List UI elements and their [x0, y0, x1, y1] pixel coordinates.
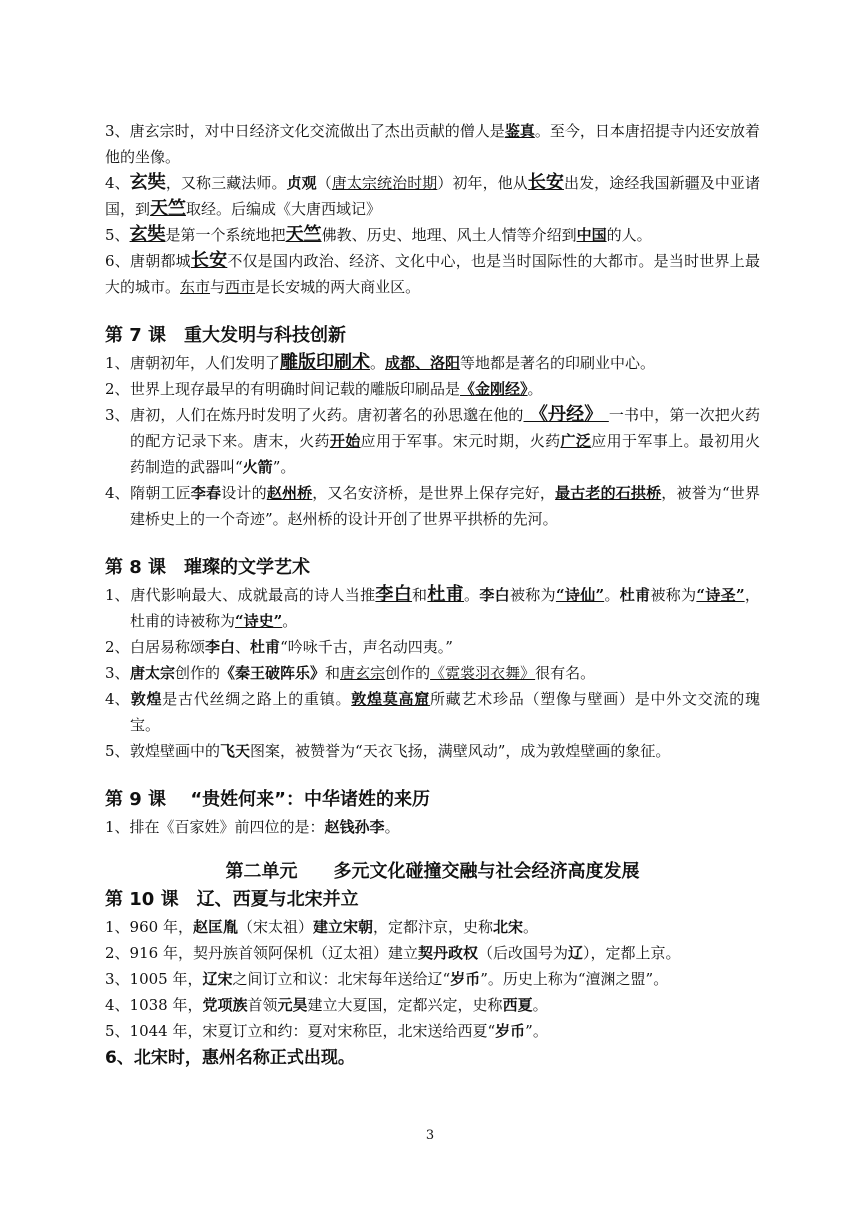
keyword: 广泛 [560, 432, 592, 450]
keyword: 东市 [180, 278, 211, 296]
keyword: 开始 [329, 432, 361, 450]
lesson-10-item-2 [105, 940, 760, 966]
keyword: 《金刚经》 [460, 380, 528, 398]
text: 被称为 [509, 586, 556, 604]
keyword: 鉴真 [504, 122, 535, 140]
text: ，又名安济桥，是世界上保存完好， [312, 484, 556, 502]
text: 5、1044 年，宋夏订立和约：夏对宋称臣，北宋送给西夏“ [105, 1022, 496, 1040]
item-number: 4、 [105, 484, 130, 502]
keyword: 西市 [225, 278, 256, 296]
item-6-changan [105, 248, 760, 300]
text: 。 [464, 586, 480, 604]
keyword: 建立宋朝 [312, 918, 373, 936]
text: 敦煌壁画中的 [130, 742, 221, 760]
keyword: 元昊 [277, 996, 308, 1014]
keyword: 唐玄宗 [340, 664, 386, 682]
text: 5、 [105, 226, 130, 244]
keyword: 火箭 [242, 458, 273, 476]
keyword: 杜甫 [250, 638, 281, 656]
text: （后改国号为 [477, 944, 568, 962]
item-number: 2、 [105, 638, 130, 656]
text: “吟咏千古，声名动四夷。” [280, 638, 453, 656]
keyword: 长安 [190, 250, 228, 271]
text: ，杜甫的诗被称为 [130, 586, 760, 630]
text: 不仅是国内政治、经济、文化中心，也是当时国际性的大都市。是当时世界上最大的城市。 [105, 252, 761, 296]
lesson-10-item-5 [105, 1018, 760, 1044]
keyword: “诗仙” [555, 586, 605, 604]
lesson-8-item-3 [105, 660, 760, 686]
keyword: 贞观 [286, 174, 317, 192]
text: 的人。 [606, 226, 652, 244]
item-number: 2、 [105, 380, 130, 398]
keyword: 唐太宗统治时期 [331, 174, 438, 192]
text: 很有名。 [535, 664, 596, 682]
keyword: 天竺 [150, 198, 187, 219]
lesson-7-title: 第 7 课 重大发明与科技创新 [105, 325, 347, 346]
keyword: 赵钱孙李 [324, 818, 385, 836]
text: 6、唐朝都城 [105, 252, 191, 270]
keyword: 赵匡胤 [192, 918, 238, 936]
lesson-7-item-1 [105, 350, 760, 376]
item-number: 5、 [105, 742, 130, 760]
text: ”。 [272, 458, 296, 476]
text: 。 [384, 818, 400, 836]
unit-2-title: 第二单元 多元文化碰撞交融与社会经济高度发展 [225, 861, 640, 882]
lesson-10-title: 第 10 课 辽、西夏与北宋并立 [105, 889, 359, 910]
keyword: 李春 [190, 484, 222, 502]
keyword: 岁币 [495, 1022, 526, 1040]
keyword: 《霓裳羽衣舞》 [430, 664, 536, 682]
text: 创作的 [385, 664, 431, 682]
text: 创作的 [175, 664, 221, 682]
keyword: 辽 [567, 944, 583, 962]
text: 和 [325, 664, 341, 682]
text: 唐朝初年，人们发明了 [130, 354, 281, 372]
lesson-8-item-2 [105, 634, 760, 660]
text: 。 [282, 612, 298, 630]
item-number: 1、 [105, 586, 130, 604]
item-4-xuanzang [105, 170, 760, 222]
text: 图案，被赞誉为“天衣飞扬，满壁风动”，成为敦煌壁画的象征。 [250, 742, 671, 760]
keyword: 北宋 [493, 918, 524, 936]
text: ，定都汴京，史称 [373, 918, 494, 936]
text: 1、960 年， [105, 918, 193, 936]
item-number: 3、 [105, 664, 130, 682]
text: 4、 [105, 174, 130, 192]
text: 。 [523, 918, 539, 936]
text: 。 [604, 586, 620, 604]
keyword: 飞天 [220, 742, 251, 760]
lesson-7-item-2 [105, 376, 760, 402]
page-number: 3 [425, 1128, 435, 1143]
text: 隋朝工匠 [130, 484, 191, 502]
text: 和 [412, 586, 428, 604]
text: ，被誉为“世界建桥史上的一个奇迹”。赵州桥的设计开创了世界平拱桥的先河。 [130, 484, 760, 528]
keyword: 岁币 [450, 970, 481, 988]
text: ”。历史上称为“澶渊之盟”。 [480, 970, 669, 988]
text: 3、唐玄宗时，对中日经济文化交流做出了杰出贡献的僧人是 [105, 122, 505, 140]
keyword: “诗史” [235, 612, 283, 630]
keyword: 辽宋 [202, 970, 233, 988]
item-5-xuanzang [105, 222, 760, 248]
keyword: 李白 [205, 638, 236, 656]
text: 建立大夏国，定都兴定，史称 [307, 996, 503, 1014]
lesson-8-item-4 [105, 686, 760, 738]
text: 2、916 年，契丹族首领阿保机（辽太祖）建立 [105, 944, 418, 962]
keyword: 最古老的石拱桥 [555, 484, 662, 502]
text: 世界上现存最早的有明确时间记载的雕版印刷品是 [130, 380, 461, 398]
item-number: 1、 [105, 354, 130, 372]
text: 4、1038 年， [105, 996, 203, 1014]
text: 。 [370, 354, 386, 372]
keyword: 《秦王破阵乐》 [220, 664, 326, 682]
lesson-7-item-4 [105, 480, 760, 532]
keyword: 天竺 [285, 224, 322, 245]
keyword: 李白 [479, 586, 510, 604]
lesson-10-item-1 [105, 914, 760, 940]
keyword: 敦煌 [130, 690, 163, 708]
text: 所藏艺术珍品（塑像与壁画）是中外文交流的瑰宝。 [130, 690, 760, 734]
item-number: 3、 [105, 406, 130, 424]
text: 是第一个系统地把 [165, 226, 286, 244]
text: （宋太祖） [237, 918, 313, 936]
text: 。 [532, 996, 548, 1014]
lesson-7-item-3 [105, 402, 760, 480]
keyword: 西夏 [502, 996, 533, 1014]
text: 1、排在《百家姓》前四位的是： [105, 818, 325, 836]
document-page [105, 118, 760, 1072]
keyword: 契丹政权 [417, 944, 478, 962]
keyword: 杜甫 [427, 584, 465, 605]
keyword: 唐太宗 [130, 664, 176, 682]
text: 唐初，人们在炼丹时发明了火药。唐初著名的孙思邈在他的 [130, 406, 524, 424]
keyword: 敦煌莫高窟 [351, 690, 430, 708]
keyword: 玄奘 [129, 172, 166, 193]
text: 白居易称颂 [130, 638, 206, 656]
text: ）初年，他从 [437, 174, 528, 192]
text: 应用于军事。宋元时期，火药 [360, 432, 561, 450]
text: 被称为 [650, 586, 697, 604]
text: ”。 [525, 1022, 548, 1040]
keyword: 雕版印刷术 [280, 352, 371, 373]
text: 唐代影响最大、成就最高的诗人当推 [130, 586, 376, 604]
text: 是长安城的两大商业区。 [255, 278, 421, 296]
keyword: 李白 [375, 584, 413, 605]
text: 3、1005 年， [105, 970, 203, 988]
keyword: 赵州桥 [266, 484, 313, 502]
keyword: 长安 [527, 172, 565, 193]
text: ），定都上京。 [583, 944, 681, 962]
keyword: 成都、洛阳 [385, 354, 461, 372]
text: 、 [235, 638, 251, 656]
keyword: 杜甫 [619, 586, 651, 604]
lesson-9-title: 第 9 课 “贵姓何来”：中华诸姓的来历 [105, 789, 430, 810]
item-3-jianzhen [105, 118, 760, 170]
text: 与 [210, 278, 226, 296]
text: （ [316, 174, 332, 192]
keyword: 党项族 [202, 996, 248, 1014]
text: 设计的 [221, 484, 267, 502]
lesson-10-item-6: 6、北宋时，惠州名称正式出现。 [105, 1048, 355, 1068]
text: 佛教、历史、地理、风土人情等介绍到 [321, 226, 577, 244]
text: 一书中，第一次把火药的配方记录下来。唐末，火药 [130, 406, 760, 450]
lesson-8-item-1 [105, 582, 760, 634]
text: 应用于军事上。最初用火药制造的武器叫“ [130, 432, 760, 476]
text: 首领 [247, 996, 278, 1014]
item-number: 4、 [105, 690, 130, 708]
lesson-10-item-3 [105, 966, 760, 992]
text: 是古代丝绸之路上的重镇。 [162, 690, 352, 708]
text: 等地都是著名的印刷业中心。 [460, 354, 656, 372]
text: 。 [527, 380, 543, 398]
keyword: 中国 [576, 226, 607, 244]
keyword: 《丹经》 [523, 404, 609, 425]
lesson-8-item-5 [105, 738, 760, 764]
text: 之间订立和议：北宋每年送给辽“ [232, 970, 451, 988]
lesson-10-item-4 [105, 992, 760, 1018]
text: 出发，途经我国新疆及中亚诸国，到 [105, 174, 760, 218]
lesson-8-title: 第 8 课 璀璨的文学艺术 [105, 557, 311, 578]
lesson-9-item-1 [105, 814, 760, 840]
text: ，又称三藏法师。 [165, 174, 287, 192]
text: 取经。后编成《大唐西域记》 [186, 200, 382, 218]
keyword: 玄奘 [129, 224, 166, 245]
text: 。至今，日本唐招提寺内还安放着他的坐像。 [105, 122, 760, 166]
keyword: “诗圣” [696, 586, 745, 604]
